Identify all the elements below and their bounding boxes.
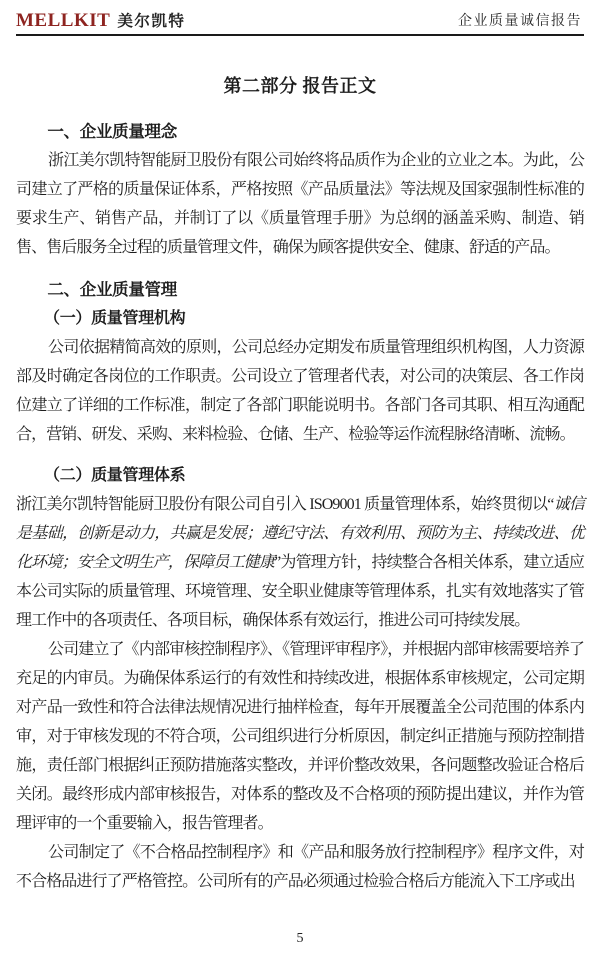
heading-quality-philosophy: 一、企业质量理念 xyxy=(47,122,177,141)
logo-chinese-name: 美尔凯特 xyxy=(117,13,186,30)
para-internal-audit: 公司建立了《内部审核控制程序》、《管理评审程序》，并根据内部审核需要培养了充足的内审员。为确保体系运行的有效性和持续改进，根据体系审核规定，公司定期对产品一致性和符合法律法规情况进行抽样检查，每年开展覆盖全公司范围的体系内审，对于审核发现的不符合项，公司组织进行分析原因，制定纠正措施与预防控制措施，责任部门根据纠正预防措施落实整改，并评价整改效果，各问题整改验证合格后关闭。最终形成内部审核报告，对体系的整改及不合格项的预防提出建议，并作为管理评审的一个重要输入，报告管理者。 xyxy=(16,641,584,832)
heading-quality-management-structure: （一）质量管理机构 xyxy=(44,310,186,327)
page-footer xyxy=(0,929,600,947)
qms-policy-outro: ”为管理方针，持续整合各相关体系，建立适应本公司实际的质量管理、环境管理、安全职业健康等管理体系，扎实有效地落实了管理工作中的各项责任、各项目标，确保体系有效运行，推进公司可持续发展。 xyxy=(16,554,584,629)
header-report-title: 企业质量诚信报告 xyxy=(458,14,582,29)
para-nonconforming-control: 公司制定了《不合格品控制程序》和《产品和服务放行控制程序》程序文件，对不合格品进行了严格管控。公司所有的产品必须通过检验合格后方能流入下工序或出 xyxy=(16,844,584,890)
heading-quality-management: 二、企业质量管理 xyxy=(47,280,177,299)
qms-policy-quote: 诚信是基础，创新是动力，共赢是发展；遵纪守法、有效利用、预防为主、持续改进、优化环境；安全文明生产，保障员工健康 xyxy=(16,496,585,571)
heading-quality-management-system: （二）质量管理体系 xyxy=(44,467,186,484)
document-title: 第二部分 报告正文 xyxy=(223,76,377,96)
para-quality-philosophy: 浙江美尔凯特智能厨卫股份有限公司始终将品质作为企业的立业之本。为此，公司建立了严格的质量保证体系，严格按照《产品质量法》等法规及国家强制性标准的要求生产、销售产品，并制订了以《质量管理手册》为总纲的涵盖采购、制造、销售、售后服务全过程的质量管理文件，确保为顾客提供安全、健康、舒适的产品。 xyxy=(16,152,584,256)
para-qms-policy xyxy=(16,490,584,635)
company-logo xyxy=(16,9,185,31)
para-quality-management-structure: 公司依据精简高效的原则，公司总经办定期发布质量管理组织机构图，人力资源部及时确定各岗位的工作职责。公司设立了管理者代表，对公司的决策层、各工作岗位建立了详细的工作标准，制定了各部门职能说明书。各部门各司其职、相互沟通配合，营销、研发、采购、来料检验、仓储、生产、检验等运作流程脉络清晰、流畅。 xyxy=(16,339,584,443)
logo-wordmark: MELLKIT xyxy=(16,10,111,31)
page-number: 5 xyxy=(296,931,304,946)
document-body xyxy=(16,72,584,896)
page-header xyxy=(16,0,584,36)
qms-policy-intro: 浙江美尔凯特智能厨卫股份有限公司自引入 ISO9001 质量管理体系，始终贯彻以“ xyxy=(16,496,554,513)
